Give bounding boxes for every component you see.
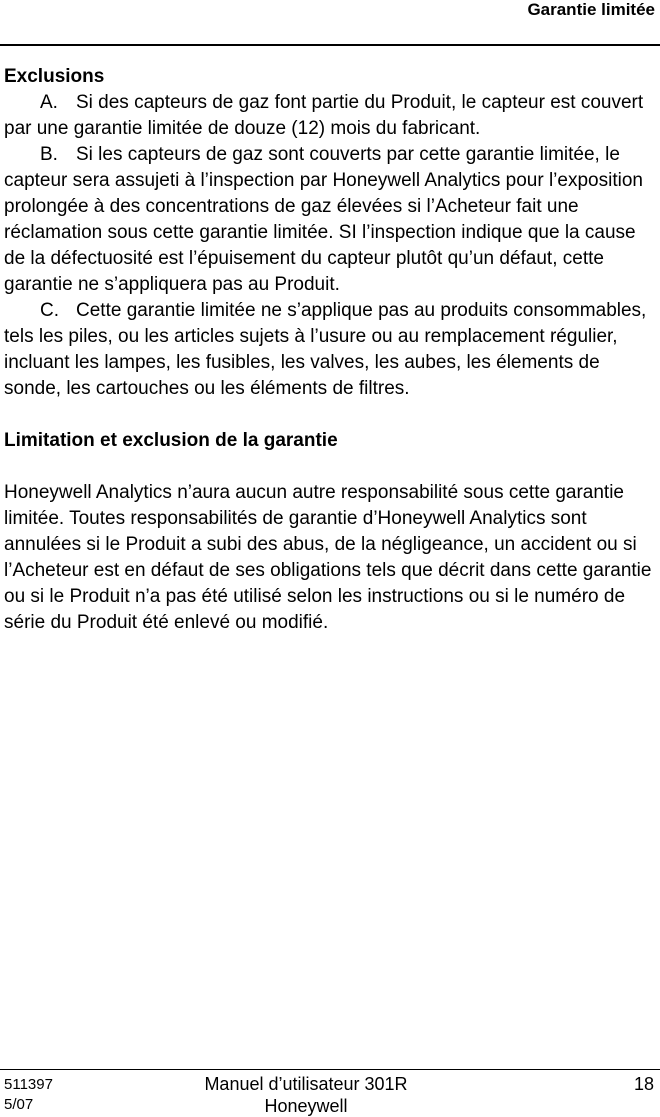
header-divider bbox=[0, 44, 660, 46]
footer-manual-title: Manuel d’utilisateur 301R bbox=[204, 1074, 408, 1094]
footer-doc-number: 511397 bbox=[4, 1076, 53, 1093]
exclusion-item-text: Cette garantie limitée ne s’applique pas au produits consommables, tels les piles, ou les articles sujets à l’usure ou au remplacement régulier, incluant les lampes, les fusibles, les valves, les aubes, les élements de sonde, les cartouches ou les éléments de filtres. bbox=[4, 300, 647, 399]
footer-page-number: 18 bbox=[633, 1074, 654, 1094]
footer-date: 5/07 bbox=[4, 1096, 34, 1113]
exclusions-heading: Exclusions bbox=[4, 66, 105, 87]
footer-divider bbox=[0, 1069, 660, 1070]
page-header-title: Garantie limitée bbox=[527, 0, 655, 19]
page-body bbox=[4, 64, 656, 636]
exclusion-item-text: Si les capteurs de gaz sont couverts par cette garantie limitée, le capteur sera assujeti à l’inspection par Honeywell Analytics pour l’exposition prolongée à des concentrations de gaz élevées si l’Acheteur fait une réclamation sous cette garantie limitée. SI l’inspection indique que la cause de la défectuosité est l’épuisement du capteur plutôt qu’un défaut, cette garantie ne s’appliquera pas au Produit. bbox=[4, 144, 643, 295]
limitation-heading: Limitation et exclusion de la garantie bbox=[4, 430, 338, 451]
exclusion-item-text: Si des capteurs de gaz font partie du Produit, le capteur est couvert par une garantie limitée de douze (12) mois du fabricant. bbox=[4, 92, 644, 139]
section-spacer bbox=[4, 402, 656, 428]
exclusion-item-letter: B. bbox=[40, 144, 58, 165]
limitation-paragraph: Honeywell Analytics n’aura aucun autre responsabilité sous cette garantie limitée. Toutes responsabilités de garantie d’Honeywell Analytics sont annulées si le Produit a subi des abus, de la négligeance, un accident ou si l’Acheteur est en défaut de ses obligations tels que décrit dans cette garantie ou si le Produit n’a pas été utilisé selon les instructions ou si le numéro de série du Produit été enlevé ou modifié. bbox=[4, 482, 652, 633]
exclusion-item-b bbox=[4, 142, 656, 298]
exclusion-item-letter: A. bbox=[40, 92, 58, 113]
footer-center-info bbox=[0, 1073, 612, 1117]
exclusion-item-c bbox=[4, 298, 656, 402]
section-spacer bbox=[4, 454, 656, 480]
exclusion-item-a bbox=[4, 90, 656, 142]
exclusion-item-letter: C. bbox=[40, 300, 59, 321]
footer-company: Honeywell bbox=[264, 1096, 348, 1116]
